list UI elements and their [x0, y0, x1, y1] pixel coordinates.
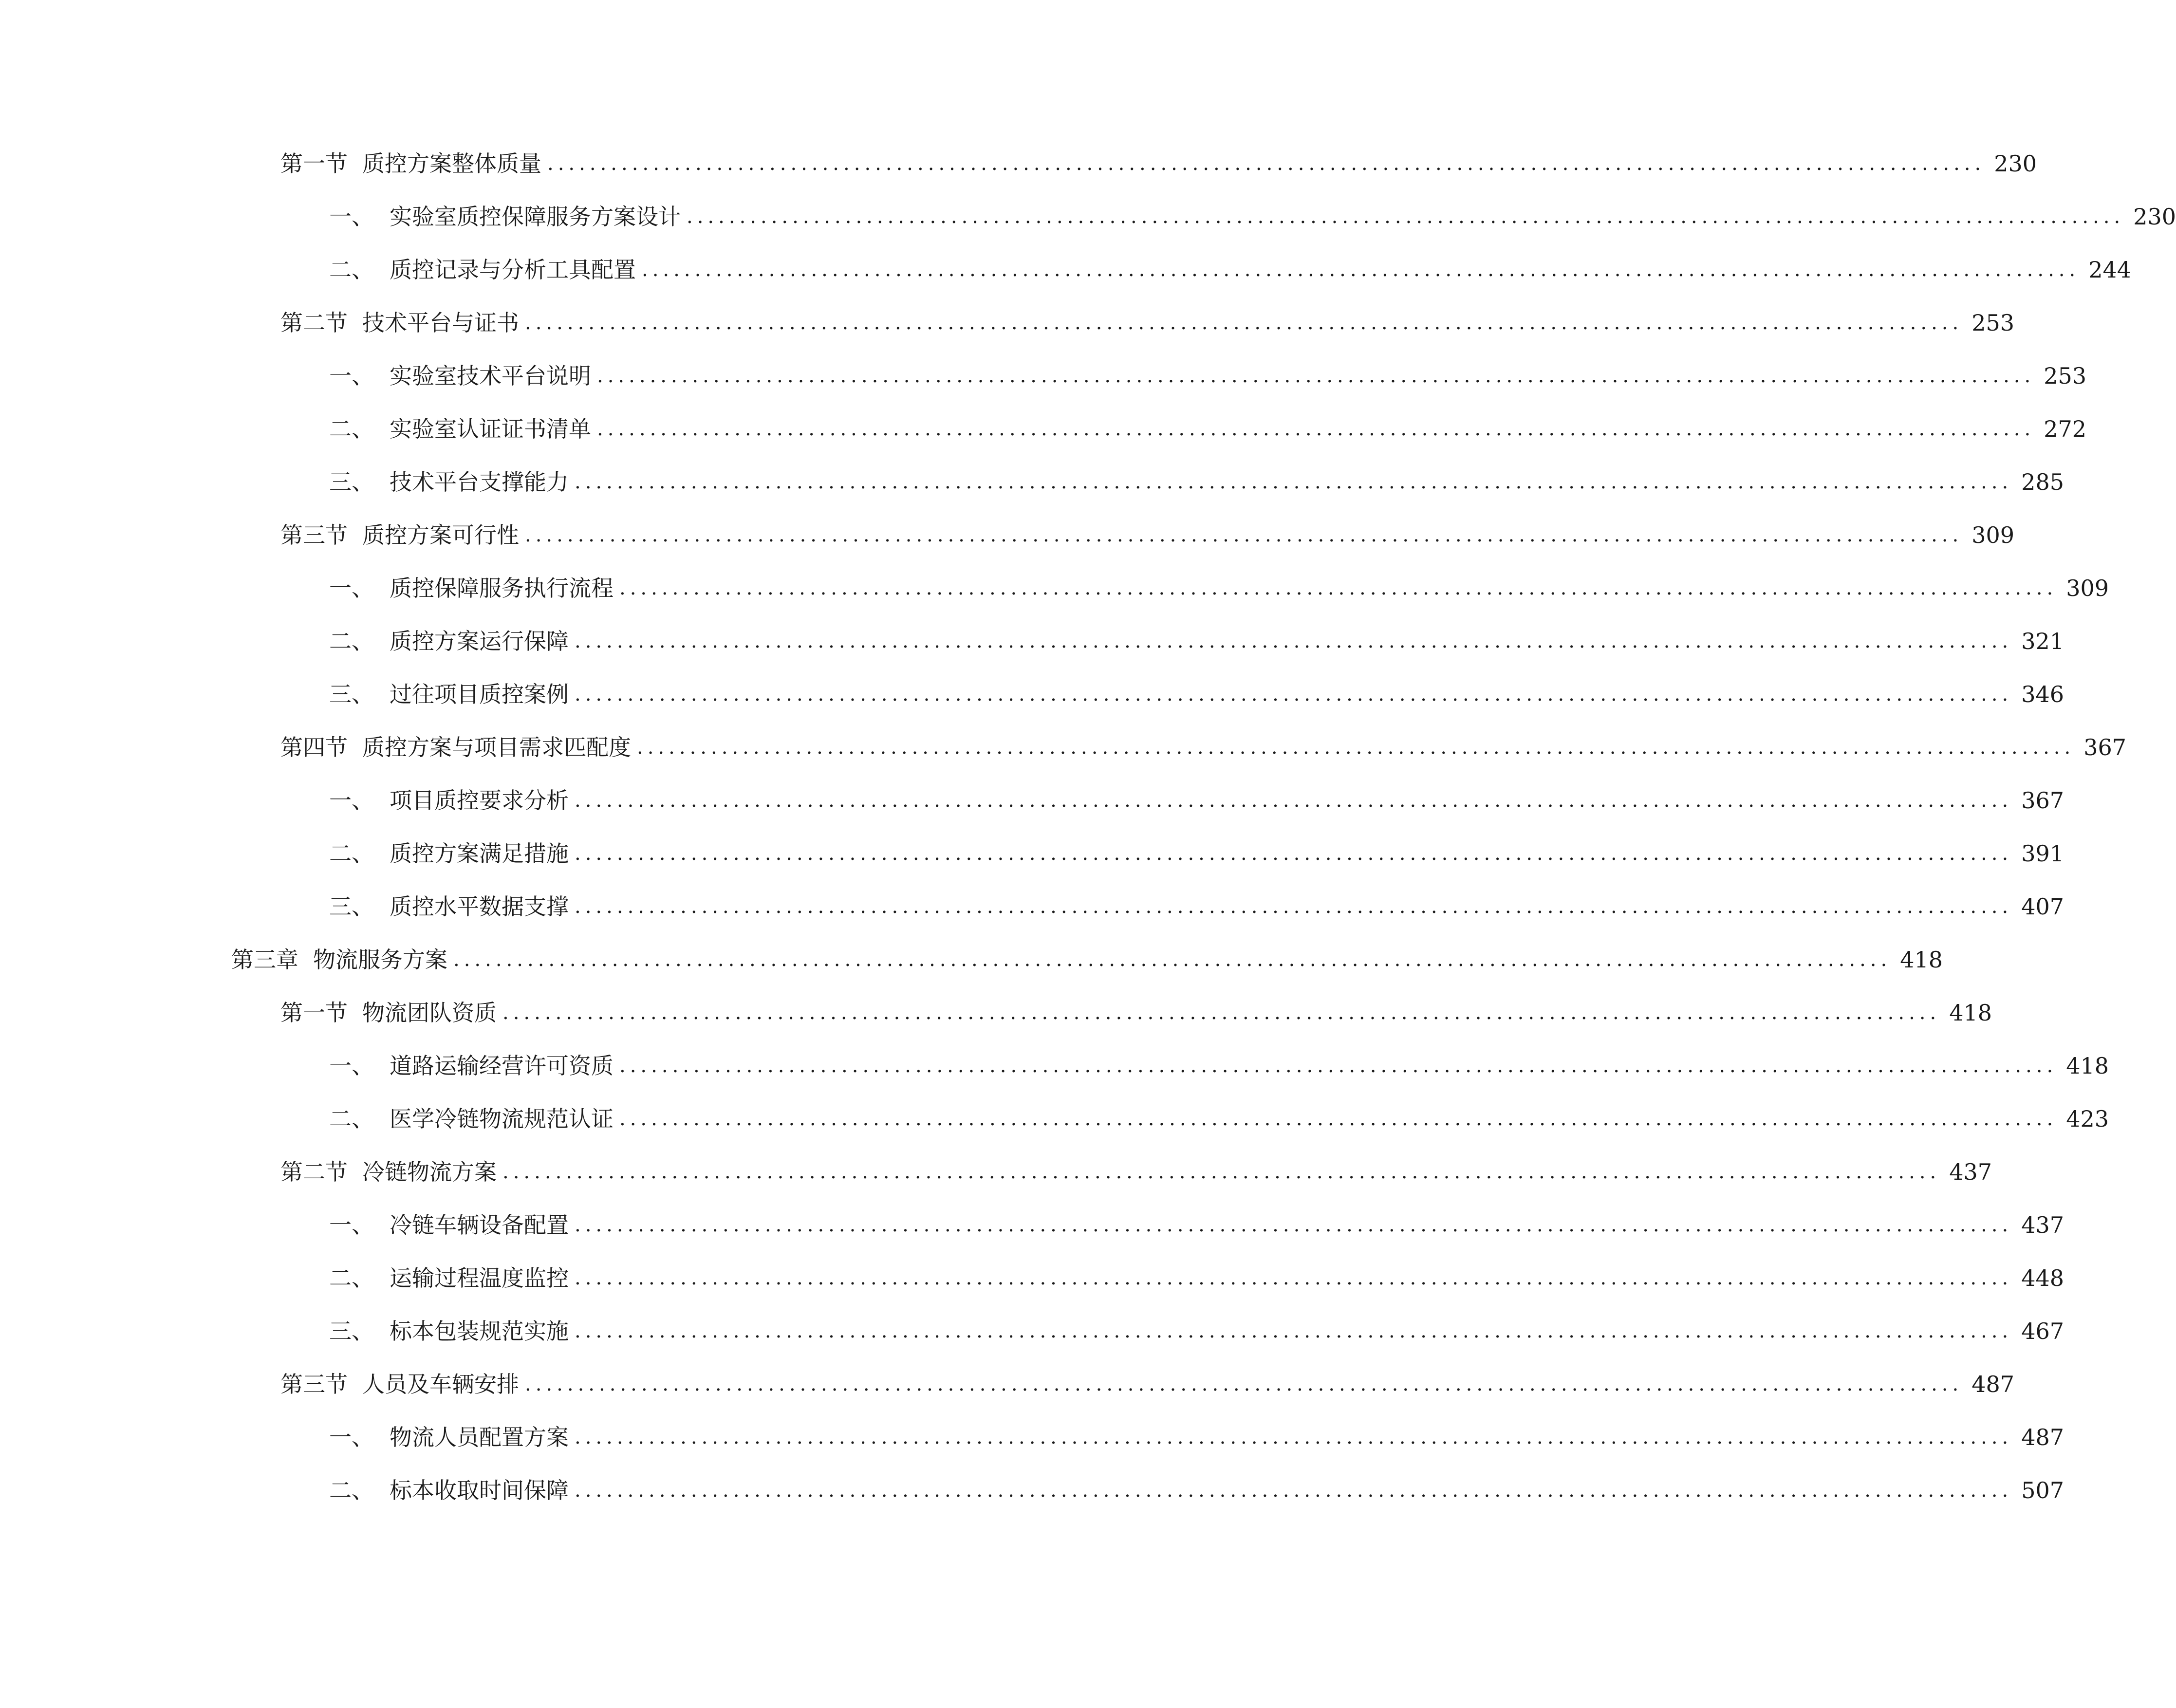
toc-dot-leader: ........................................................................................................................................ [597, 418, 2035, 440]
toc-page-number: 244 [2088, 257, 2132, 283]
toc-entry-title: 实验室认证证书清单 [390, 416, 591, 442]
toc-entry[interactable] [280, 993, 1992, 1032]
toc-entry-title: 技术平台支撑能力 [390, 469, 569, 495]
toc-entry-title: 质控方案整体质量 [362, 150, 541, 177]
toc-dot-leader: ........................................................................................................................................ [575, 683, 2013, 705]
toc-dot-leader: ........................................................................................................................................ [525, 1373, 1963, 1395]
toc-entry-number: 第一节 [280, 1000, 348, 1026]
toc-dot-leader: ........................................................................................................................................ [575, 789, 2013, 812]
toc-page-number: 309 [2066, 575, 2109, 601]
toc-dot-leader: ........................................................................................................................................ [502, 1002, 1941, 1024]
toc-dot-leader: ........................................................................................................................................ [575, 471, 2013, 493]
toc-entry-number: 一、 [329, 1212, 374, 1238]
toc-dot-leader: ........................................................................................................................................ [619, 1108, 2058, 1130]
toc-entry-number: 一、 [329, 1053, 374, 1079]
toc-dot-leader: ........................................................................................................................................ [453, 948, 1892, 971]
toc-page-number: 487 [2021, 1424, 2064, 1450]
toc-entry-title: 标本包装规范实施 [390, 1318, 569, 1344]
toc-entry-title: 质控保障服务执行流程 [390, 575, 614, 601]
toc-page-number: 367 [2083, 734, 2127, 761]
toc-page-number: 309 [1971, 522, 2015, 548]
toc-page-number: 487 [1971, 1371, 2015, 1397]
toc-entry[interactable] [329, 463, 2064, 501]
toc-entry[interactable] [329, 1099, 2109, 1138]
toc-entry-title: 冷链车辆设备配置 [390, 1212, 569, 1238]
toc-page-number: 391 [2021, 840, 2064, 867]
toc-entry-number: 三、 [329, 893, 374, 920]
toc-entry-title: 物流服务方案 [313, 947, 447, 973]
toc-entry[interactable] [329, 1206, 2064, 1244]
toc-entry-title: 质控方案与项目需求匹配度 [362, 734, 631, 761]
toc-entry[interactable] [329, 622, 2064, 661]
toc-dot-leader: ........................................................................................................................................ [575, 1479, 2013, 1502]
toc-entry-number: 一、 [329, 1424, 374, 1450]
toc-page-number: 253 [2044, 363, 2087, 389]
toc-entry-number: 二、 [329, 1106, 374, 1132]
toc-entry-title: 实验室技术平台说明 [390, 363, 591, 389]
toc-entry[interactable] [329, 356, 2087, 395]
toc-entry-title: 质控记录与分析工具配置 [390, 257, 636, 283]
toc-entry[interactable] [280, 728, 2127, 767]
toc-page-number: 321 [2021, 628, 2064, 654]
toc-page-number: 285 [2021, 469, 2064, 495]
toc-dot-leader: ........................................................................................................................................ [642, 259, 2080, 281]
toc-entry[interactable] [329, 197, 2176, 236]
toc-page-number: 230 [2133, 204, 2176, 230]
toc-entry-title: 质控方案满足措施 [390, 840, 569, 867]
toc-entry-title: 质控水平数据支撑 [390, 893, 569, 920]
toc-page-number: 418 [1900, 947, 1943, 973]
toc-entry-title: 冷链物流方案 [362, 1159, 497, 1185]
toc-page-number: 437 [2021, 1212, 2064, 1238]
toc-entry-title: 物流团队资质 [362, 1000, 497, 1026]
toc-entry[interactable] [280, 1152, 1992, 1191]
toc-entry-number: 二、 [329, 416, 374, 442]
toc-dot-leader: ........................................................................................................................................ [597, 365, 2035, 387]
toc-entry[interactable] [280, 1365, 2015, 1404]
toc-entry-number: 第四节 [280, 734, 348, 761]
toc-entry-title: 标本收取时间保障 [390, 1477, 569, 1504]
toc-entry-number: 第三章 [231, 947, 298, 973]
toc-entry[interactable] [329, 1259, 2064, 1298]
toc-entry-title: 道路运输经营许可资质 [390, 1053, 614, 1079]
toc-entry-number: 二、 [329, 1265, 374, 1291]
toc-entry[interactable] [329, 1046, 2109, 1085]
toc-entry[interactable] [329, 834, 2064, 873]
toc-entry[interactable] [329, 409, 2087, 448]
toc-dot-leader: ........................................................................................................................................ [637, 736, 2075, 759]
toc-entry-number: 一、 [329, 363, 374, 389]
toc-entry[interactable] [329, 569, 2109, 608]
toc-entry-title: 过往项目质控案例 [390, 681, 569, 707]
toc-entry-title: 实验室质控保障服务方案设计 [390, 204, 681, 230]
toc-page-number: 230 [1994, 150, 2037, 177]
toc-page-number: 423 [2066, 1106, 2109, 1132]
toc-entry-title: 质控方案可行性 [362, 522, 519, 548]
toc-entry-title: 人员及车辆安排 [362, 1371, 519, 1397]
toc-entry-number: 三、 [329, 469, 374, 495]
toc-dot-leader: ........................................................................................................................................ [525, 312, 1963, 334]
toc-entry-number: 一、 [329, 575, 374, 601]
toc-entry-number: 第三节 [280, 522, 348, 548]
toc-page-number: 407 [2021, 893, 2064, 920]
toc-page-number: 418 [1949, 1000, 1992, 1026]
toc-entry-number: 一、 [329, 787, 374, 814]
toc-dot-leader: ........................................................................................................................................ [575, 895, 2013, 918]
toc-entry-title: 质控方案运行保障 [390, 628, 569, 654]
toc-entry-number: 二、 [329, 257, 374, 283]
toc-entry[interactable] [329, 675, 2064, 714]
toc-dot-leader: ........................................................................................................................................ [619, 1055, 2058, 1077]
toc-entry[interactable] [231, 940, 1943, 979]
toc-entry[interactable] [280, 144, 2037, 183]
toc-entry-number: 第三节 [280, 1371, 348, 1397]
toc-entry[interactable] [280, 303, 2015, 342]
toc-page-number: 346 [2021, 681, 2064, 707]
toc-page-number: 467 [2021, 1318, 2064, 1344]
toc-dot-leader: ........................................................................................................................................ [575, 630, 2013, 652]
toc-entry-number: 第二节 [280, 1159, 348, 1185]
toc-dot-leader: ........................................................................................................................................ [575, 842, 2013, 865]
toc-dot-leader: ........................................................................................................................................ [575, 1426, 2013, 1448]
toc-entry-title: 医学冷链物流规范认证 [390, 1106, 614, 1132]
toc-entry-number: 第一节 [280, 150, 348, 177]
toc-page-number: 418 [2066, 1053, 2109, 1079]
toc-dot-leader: ........................................................................................................................................ [547, 152, 1986, 175]
toc-entry-number: 二、 [329, 840, 374, 867]
toc-page-number: 507 [2021, 1477, 2064, 1504]
toc-page-number: 437 [1949, 1159, 1992, 1185]
toc-entry[interactable] [329, 887, 2064, 926]
toc-dot-leader: ........................................................................................................................................ [575, 1320, 2013, 1342]
toc-dot-leader: ........................................................................................................................................ [619, 577, 2058, 599]
toc-entry[interactable] [329, 781, 2064, 820]
toc-entry-number: 第二节 [280, 310, 348, 336]
toc-entry-number: 一、 [329, 204, 374, 230]
toc-dot-leader: ........................................................................................................................................ [575, 1214, 2013, 1236]
toc-entry-number: 二、 [329, 1477, 374, 1504]
toc-dot-leader: ........................................................................................................................................ [575, 1267, 2013, 1289]
toc-entry-title: 物流人员配置方案 [390, 1424, 569, 1450]
toc-entry[interactable] [329, 1471, 2064, 1510]
toc-entry-number: 三、 [329, 681, 374, 707]
toc-page-number: 253 [1971, 310, 2015, 336]
toc-page-number: 272 [2044, 416, 2087, 442]
toc-entry-number: 二、 [329, 628, 374, 654]
toc-entry-title: 项目质控要求分析 [390, 787, 569, 814]
toc-page-number: 448 [2021, 1265, 2064, 1291]
toc-entry[interactable] [329, 250, 2132, 289]
toc-entry-number: 三、 [329, 1318, 374, 1344]
toc-page-number: 367 [2021, 787, 2064, 814]
toc-entry-title: 技术平台与证书 [362, 310, 519, 336]
toc-dot-leader: ........................................................................................................................................ [525, 524, 1963, 546]
toc-entry[interactable] [329, 1312, 2064, 1351]
toc-dot-leader: ........................................................................................................................................ [502, 1161, 1941, 1183]
toc-entry[interactable] [280, 516, 2015, 555]
toc-entry-title: 运输过程温度监控 [390, 1265, 569, 1291]
toc-dot-leader: ........................................................................................................................................ [687, 205, 2125, 228]
toc-entry[interactable] [329, 1418, 2064, 1457]
